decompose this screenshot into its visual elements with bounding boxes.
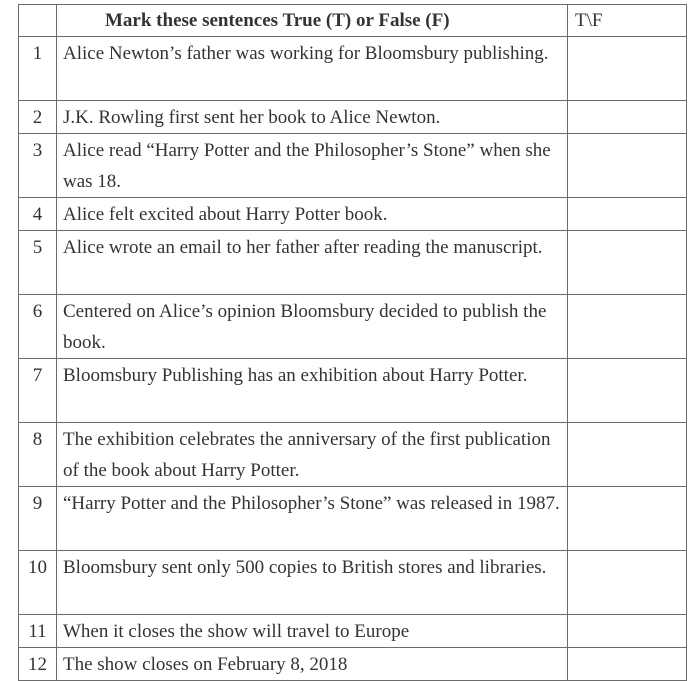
answer-cell[interactable] — [568, 551, 687, 615]
table-row — [19, 551, 687, 615]
answer-cell[interactable] — [568, 423, 687, 487]
statement-text: When it closes the show will travel to Europe — [57, 615, 568, 648]
row-number: 4 — [19, 198, 57, 231]
table-row — [19, 423, 687, 487]
statement-text: “Harry Potter and the Philosopher’s Stone” was released in 1987. — [57, 487, 568, 551]
answer-cell[interactable] — [568, 295, 687, 359]
table-row — [19, 37, 687, 101]
statement-text: Alice wrote an email to her father after reading the manuscript. — [57, 231, 568, 295]
answer-cell[interactable] — [568, 648, 687, 681]
table-row — [19, 487, 687, 551]
true-false-table — [18, 4, 687, 681]
statement-text: The exhibition celebrates the anniversary of the first publication of the book about Harry Potter. — [57, 423, 568, 487]
row-number: 8 — [19, 423, 57, 487]
statement-text: Bloomsbury Publishing has an exhibition about Harry Potter. — [57, 359, 568, 423]
table-row — [19, 231, 687, 295]
row-number: 9 — [19, 487, 57, 551]
row-number: 6 — [19, 295, 57, 359]
answer-cell[interactable] — [568, 134, 687, 198]
answer-cell[interactable] — [568, 359, 687, 423]
statement-text: Alice felt excited about Harry Potter book. — [57, 198, 568, 231]
answer-cell[interactable] — [568, 615, 687, 648]
answer-cell[interactable] — [568, 231, 687, 295]
row-number: 2 — [19, 101, 57, 134]
statement-text: The show closes on February 8, 2018 — [57, 648, 568, 681]
header-answer-label: T\F — [568, 5, 687, 37]
table-row — [19, 295, 687, 359]
row-number: 3 — [19, 134, 57, 198]
statement-text: Alice read “Harry Potter and the Philosopher’s Stone” when she was 18. — [57, 134, 568, 198]
table-row — [19, 101, 687, 134]
table-row — [19, 648, 687, 681]
answer-cell[interactable] — [568, 198, 687, 231]
table-row — [19, 134, 687, 198]
statement-text: Centered on Alice’s opinion Bloomsbury decided to publish the book. — [57, 295, 568, 359]
answer-cell[interactable] — [568, 37, 687, 101]
table-row — [19, 198, 687, 231]
statement-text: J.K. Rowling first sent her book to Alice Newton. — [57, 101, 568, 134]
answer-cell[interactable] — [568, 101, 687, 134]
row-number: 1 — [19, 37, 57, 101]
row-number: 5 — [19, 231, 57, 295]
answer-cell[interactable] — [568, 487, 687, 551]
statement-text: Alice Newton’s father was working for Bloomsbury publishing. — [57, 37, 568, 101]
row-number: 7 — [19, 359, 57, 423]
header-number-cell — [19, 5, 57, 37]
table-header-row — [19, 5, 687, 37]
row-number: 11 — [19, 615, 57, 648]
statement-text: Bloomsbury sent only 500 copies to British stores and libraries. — [57, 551, 568, 615]
table-row — [19, 615, 687, 648]
table-row — [19, 359, 687, 423]
header-instruction: Mark these sentences True (T) or False (F) — [57, 5, 568, 37]
row-number: 12 — [19, 648, 57, 681]
row-number: 10 — [19, 551, 57, 615]
